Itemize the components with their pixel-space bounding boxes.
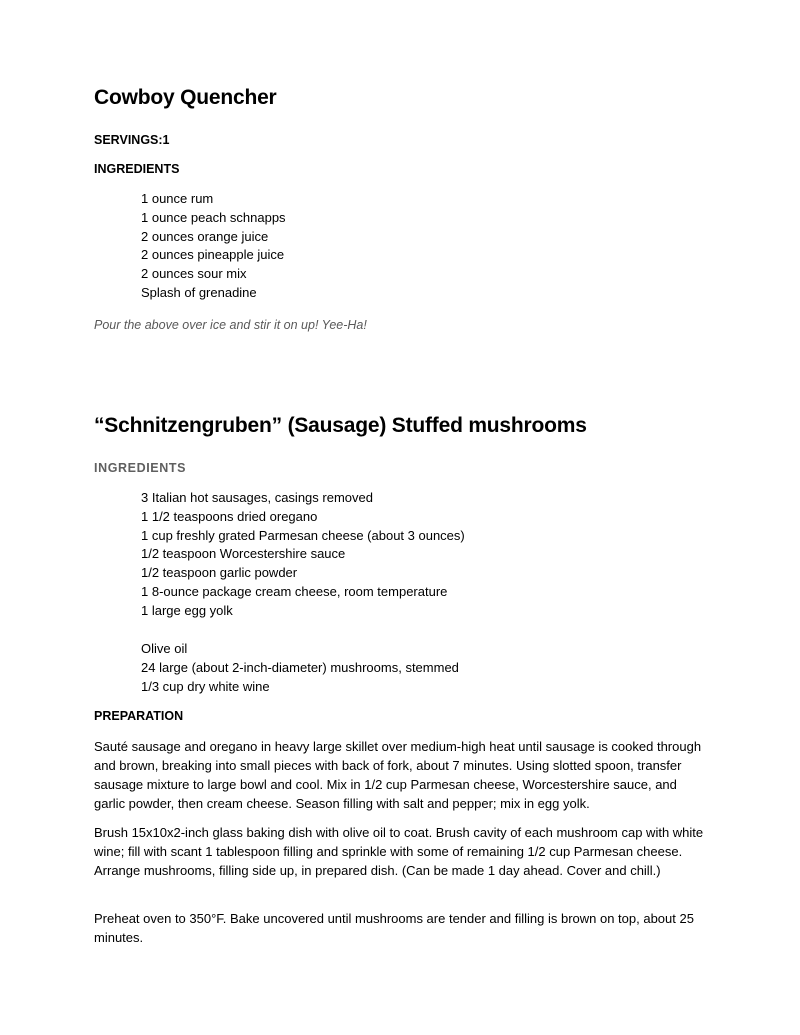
- ingredient-list: [141, 190, 286, 303]
- ingredient-item: 1 1/2 teaspoons dried oregano: [141, 508, 318, 524]
- ingredient-item: 2 ounces sour mix: [141, 266, 247, 282]
- preparation-paragraph: Preheat oven to 350°F. Bake uncovered until mushrooms are tender and filling is brown on top, about 25 minutes.: [94, 911, 694, 945]
- preparation-heading: PREPARATION: [94, 709, 184, 723]
- ingredient-item: 1/3 cup dry white wine: [141, 678, 270, 694]
- ingredient-item: 1/2 teaspoon garlic powder: [141, 565, 298, 581]
- servings-label: SERVINGS:1: [94, 133, 170, 147]
- ingredient-item: 3 Italian hot sausages, casings removed: [141, 490, 373, 505]
- recipe-title: Cowboy Quencher: [94, 86, 277, 109]
- ingredient-item: 24 large (about 2-inch-diameter) mushrooms, stemmed: [141, 659, 459, 675]
- preparation-paragraph: Brush 15x10x2-inch glass baking dish with olive oil to coat. Brush cavity of each mushroom cap with white wine; fill with scant 1 tablespoon filling and sprinkle with some of remaining 1/2 cup Parmesan cheese. Arrange mushrooms, filling side up, in prepared dish. (Can be made 1 day ahead. Cover and chill.): [94, 825, 704, 878]
- ingredient-item: 1 large egg yolk: [141, 602, 233, 618]
- ingredient-item: 1 cup freshly grated Parmesan cheese (about 3 ounces): [141, 527, 465, 543]
- preparation-paragraph: Sauté sausage and oregano in heavy large skillet over medium-high heat until sausage is cooked through and brown, breaking into small pieces with back of fork, about 7 minutes. Using slotted spoon, transfer sausage mixture to large bowl and cool. Mix in 1/2 cup Parmesan cheese, Worcestershire sauce, and garlic powder, then cream cheese. Season filling with salt and pepper; mix in egg yolk.: [94, 739, 702, 811]
- ingredient-item: Olive oil: [141, 641, 188, 656]
- ingredients-heading: INGREDIENTS: [94, 461, 187, 475]
- ingredients-heading: INGREDIENTS: [94, 162, 180, 176]
- ingredient-item: 1/2 teaspoon Worcestershire sauce: [141, 546, 346, 562]
- ingredient-item: 2 ounces orange juice: [141, 228, 269, 244]
- recipe-note: Pour the above over ice and stir it on up! Yee-Ha!: [94, 318, 367, 332]
- ingredient-list: [141, 640, 459, 696]
- ingredient-item: 1 ounce rum: [141, 191, 214, 206]
- ingredient-item: 1 8-ounce package cream cheese, room temperature: [141, 583, 448, 599]
- ingredient-list: [141, 489, 465, 621]
- recipe-title: “Schnitzengruben” (Sausage) Stuffed mushrooms: [94, 414, 587, 437]
- ingredient-item: 1 ounce peach schnapps: [141, 209, 286, 225]
- ingredient-item: 2 ounces pineapple juice: [141, 247, 285, 263]
- ingredient-item: Splash of grenadine: [141, 284, 257, 300]
